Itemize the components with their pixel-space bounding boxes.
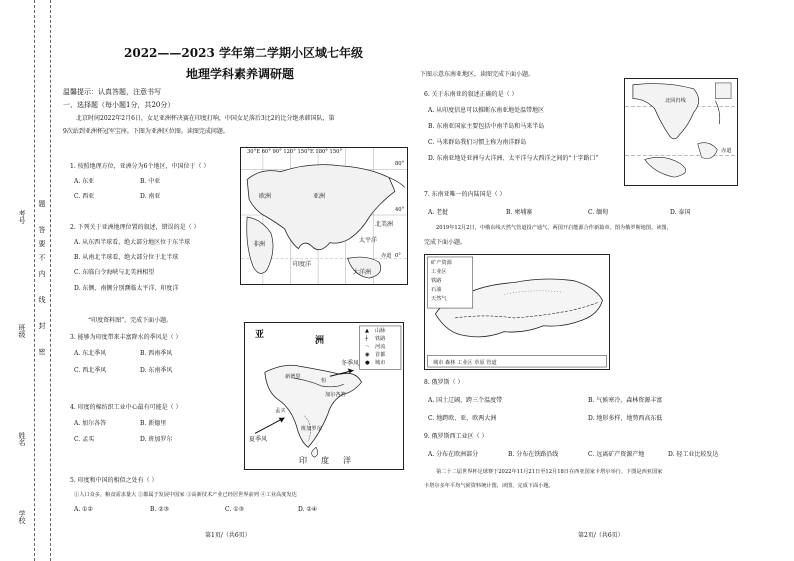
indian-ocean-label: 印度洋 xyxy=(293,261,312,268)
russia-bottom-legend: 城市 森林 工业区 草原 管道 xyxy=(433,360,497,366)
north-america-label: 北美洲 xyxy=(375,221,394,228)
question-6: 6. 关于东南亚的叙述正确的是（ ） xyxy=(424,91,518,98)
legend-capital-icon: ◉ xyxy=(365,352,370,358)
intro-text: 2019年12月2日，中俄东线天然气管道投产通气，两国开启能源合作新篇章。图为俄罗斯地图。读图， xyxy=(436,225,672,231)
option-8a[interactable]: A. 国土辽阔，跨三个温度带 xyxy=(428,397,503,404)
option-2b[interactable]: B. 从南北半球看，绝大部分位于北半球 xyxy=(74,254,179,261)
option-6d[interactable]: D. 东南亚地处亚洲与大洋洲、太平洋与大西洋之间的“十字路口” xyxy=(428,155,599,162)
india-ya-label: 亚 xyxy=(255,330,265,340)
question-5: 5. 印度和中国的相似之处有（ ） xyxy=(70,477,158,484)
option-6a[interactable]: A. 从印度信息可以推断东南亚地处温带地区 xyxy=(428,107,545,114)
option-7d[interactable]: D. 泰国 xyxy=(670,209,691,216)
legend-city-icon: ● xyxy=(365,360,370,366)
asia-location-map xyxy=(240,147,408,285)
option-8c[interactable]: C. 地跨欧、亚、欧两大洲 xyxy=(428,415,497,422)
option-6c[interactable]: C. 马来群岛我们习惯上称为南洋群岛 xyxy=(428,139,527,146)
option-2a[interactable]: A. 从东西半球看，绝大部分地区位于东半球 xyxy=(74,239,191,246)
option-9a[interactable]: A. 分布在欧洲部分 xyxy=(428,451,479,458)
legend-railway-icon: ┼ xyxy=(365,336,369,342)
india-map xyxy=(244,322,404,470)
question-9: 9. 俄罗斯西工业区（ ） xyxy=(424,433,488,440)
section-heading: 一、选择题（每小题1分，共20分） xyxy=(63,101,175,109)
option-5b[interactable]: B. ②③ xyxy=(150,506,169,513)
southeast-asia-map-drawing xyxy=(625,79,737,185)
option-5d[interactable]: D. ②④ xyxy=(298,506,318,513)
russia-legend-oil-label: 石油 xyxy=(431,287,442,293)
option-9c[interactable]: C. 远离矿产资源产地 xyxy=(588,451,645,458)
option-4b[interactable]: B. 新德里 xyxy=(140,420,167,427)
question-1: 1. 按照地理方位，亚洲分为6个地区，中国位于（ ） xyxy=(70,163,210,170)
asia-map-drawing xyxy=(241,148,407,284)
legend-mountain-label: 山脉 xyxy=(375,328,386,334)
option-3d[interactable]: D. 东南季风 xyxy=(140,367,173,374)
legend-river-icon: ～ xyxy=(365,344,371,350)
question-4: 4. 印度的棉纺织工业中心最有可能是（ ） xyxy=(70,404,182,411)
question-2: 2. 下列关于亚洲地理位置的叙述，错误的是（ ） xyxy=(70,224,200,231)
option-7b[interactable]: B. 柬埔寨 xyxy=(506,209,533,216)
intro-text: 下图示意东南亚地区，读图完成下面小题。 xyxy=(420,71,535,78)
option-5a[interactable]: A. ①② xyxy=(74,506,93,513)
option-6b[interactable]: B. 东南亚国家主要包括中南半岛和马来半岛 xyxy=(428,123,545,130)
seal-dashed-line-inner xyxy=(50,0,51,561)
option-7c[interactable]: C. 缅甸 xyxy=(588,209,609,216)
question-8: 8. 俄罗斯（ ） xyxy=(424,379,464,386)
option-8b[interactable]: B. 气候寒冷，森林资源丰富 xyxy=(588,397,663,404)
russia-map-drawing xyxy=(425,255,609,369)
option-4a[interactable]: A. 加尔各答 xyxy=(74,420,107,427)
seal-char: 答 xyxy=(38,226,46,233)
tip-text: 温馨提示：认真答题，注意书写 xyxy=(63,88,161,96)
seal-char: 线 xyxy=(38,296,46,303)
option-1b[interactable]: B. 中亚 xyxy=(140,178,161,185)
question-5-options: ①人口众多，粮食需求量大 ②都属于发展中国家 ③高新技术产业已经居世界前列 ④工业高度发达 xyxy=(74,492,297,498)
option-1c[interactable]: C. 西亚 xyxy=(74,193,95,200)
exam-title-line1: 2022——2023 学年第二学期小区域七年级 xyxy=(124,46,363,60)
russia-legend-industry-label: 工业区 xyxy=(431,269,447,275)
asia-map-lat-40: 40° xyxy=(395,207,405,213)
question-7: 7. 东南亚唯一的内陆国是（ ） xyxy=(424,191,506,198)
kolkata-label: 加尔各答 xyxy=(325,392,346,398)
equator-label: 赤道 xyxy=(381,253,392,259)
asia-map-lat-80: 80° xyxy=(395,161,405,167)
legend-capital-label: 首都 xyxy=(375,352,386,358)
seal-char: 题 xyxy=(38,200,46,207)
option-8d[interactable]: D. 地形多样，地势西高东低 xyxy=(588,415,663,422)
africa-label: 非洲 xyxy=(253,241,266,248)
option-1a[interactable]: A. 东亚 xyxy=(74,178,95,185)
oceania-label: 大洋洲 xyxy=(353,269,372,276)
seal-dashed-line xyxy=(34,0,35,561)
legend-mountain-icon: ▲ xyxy=(365,328,369,334)
intro-text: 北京时间2022年2月6日，女足亚洲杯决赛在印度打响，中国女足落后3比2的比分绝杀韩国队，第 xyxy=(76,115,335,122)
option-5c[interactable]: C. ①③ xyxy=(225,506,244,513)
bangalore-label: 班加罗尔 xyxy=(301,426,322,432)
seal-char: 密 xyxy=(38,348,46,355)
option-4d[interactable]: D. 班加罗尔 xyxy=(140,436,173,443)
seal-char: 不 xyxy=(38,254,46,261)
seal-char: 内 xyxy=(38,270,46,277)
asia-map-lat-0: 0° xyxy=(395,253,401,259)
southeast-asia-map xyxy=(624,78,738,186)
option-4c[interactable]: C. 孟买 xyxy=(74,436,95,443)
indian-ocean-yang: 洋 xyxy=(343,456,351,465)
intro-text: 完成下面小题。 xyxy=(424,239,467,246)
option-3b[interactable]: B. 西南季风 xyxy=(140,350,173,357)
ganges-label: 恒 xyxy=(321,378,327,384)
option-3c[interactable]: C. 西北季风 xyxy=(74,367,107,374)
side-xingming-label: 姓名 xyxy=(18,432,26,446)
seal-char: 封 xyxy=(38,322,46,329)
asia-label: 亚洲 xyxy=(313,193,326,200)
mumbai-label: 孟买 xyxy=(275,408,286,414)
question-3: 3. 能够为印度带来丰富降水的季风是（ ） xyxy=(70,334,182,341)
page-number-right: 第2页/（共6页） xyxy=(578,532,624,539)
seal-char: 要 xyxy=(38,240,46,247)
asia-map-lon-labels: 30°E 60° 90° 120° 150°E 180° 150° xyxy=(247,149,343,155)
option-9d[interactable]: D. 轻工业比较发达 xyxy=(668,451,719,458)
indian-ocean-yin: 印 xyxy=(299,456,307,465)
europe-label: 欧洲 xyxy=(259,193,272,200)
russia-legend-railway-label: 铁路 xyxy=(431,278,442,284)
sea-equator-label: 赤道 xyxy=(721,148,732,154)
russia-map xyxy=(424,254,610,370)
side-kaohao-label: 考号 xyxy=(18,210,26,224)
legend-river-label: 河流 xyxy=(375,344,386,350)
intro-text: 第二十二届世界杯足球赛于2022年11月21日至12月18日在西亚国家卡塔尔举行。下图是西亚国家 xyxy=(436,469,663,475)
russia-legend-mine-label: 矿产资源 xyxy=(431,260,452,266)
russia-legend-gas-label: 天然气 xyxy=(431,296,447,302)
pacific-label: 太平洋 xyxy=(359,237,378,244)
option-7a[interactable]: A. 老挝 xyxy=(428,209,449,216)
tropic-label: 北回归线 xyxy=(665,98,686,104)
option-9b[interactable]: B. 分布在铁路沿线 xyxy=(508,451,559,458)
option-2d[interactable]: D. 东侧、南侧分别濒临太平洋、印度洋 xyxy=(74,285,179,292)
option-3a[interactable]: A. 东北季风 xyxy=(74,350,107,357)
legend-city-label: 城市 xyxy=(375,360,386,366)
indian-ocean-du: 度 xyxy=(321,456,329,465)
legend-railway-label: 铁路 xyxy=(375,336,386,342)
india-zhou-label: 洲 xyxy=(315,336,325,346)
option-2c[interactable]: C. 东临白令海峡与北美洲相望 xyxy=(74,269,155,276)
winter-monsoon-label: 冬季风 xyxy=(341,360,360,367)
intro-text: “印度资料图”，完成下面小题。 xyxy=(88,317,173,324)
intro-text: 卡塔尔多年平均气候资料统计图，读图，完成下面小题。 xyxy=(424,483,554,489)
option-1d[interactable]: D. 南亚 xyxy=(140,193,161,200)
side-xuexiao-label: 学校 xyxy=(18,510,26,524)
newdelhi-label: 新德里 xyxy=(285,374,301,380)
summer-monsoon-label: 夏季风 xyxy=(249,436,268,443)
side-banji-label: 班级 xyxy=(18,324,26,338)
page-number-left: 第1页/（共6页） xyxy=(205,532,251,539)
exam-title-line2: 地理学科素养调研题 xyxy=(186,67,295,81)
intro-text: 9次站到亚洲杯冠军宝座。下图为亚洲区位图。读图完成问题。 xyxy=(63,128,229,135)
